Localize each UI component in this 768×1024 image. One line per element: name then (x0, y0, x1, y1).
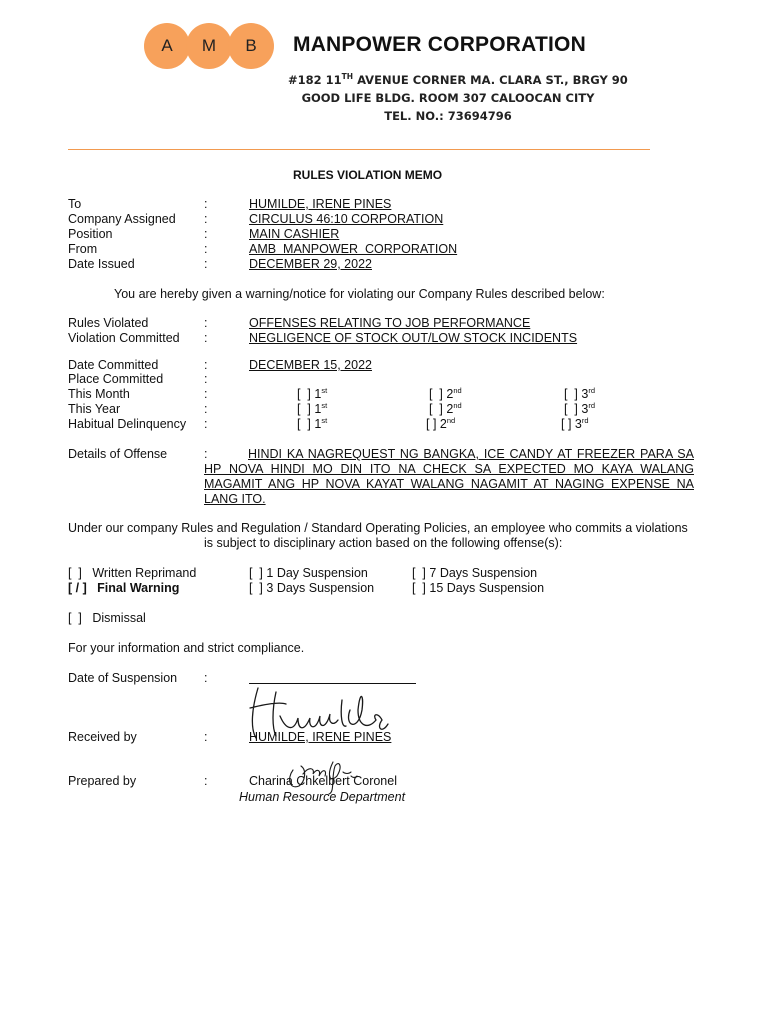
colon: : (204, 417, 208, 431)
colon: : (204, 671, 208, 685)
ord-suffix: nd (446, 416, 456, 425)
checkbox: [ ] (249, 581, 263, 595)
ord-suffix: rd (588, 401, 596, 410)
colon: : (204, 331, 208, 345)
month-3rd-option (564, 387, 595, 402)
details-value: HINDI KA NAGREQUEST NG BANGKA, ICE CANDY AT FREEZER PARA SA HP NOVA HINDI MO DIN ITO NA CHECK SA EXPECTED MO KAYA WALANG MAGAMIT ANG HP NOVA KAYAT WALANG NAGAMIT AT NAGING EXPENSE NA LANG ITO. (204, 447, 694, 506)
checkbox: [ ] (68, 611, 82, 625)
place-committed-label: Place Committed (68, 372, 164, 386)
company-name: MANPOWER CORPORATION (293, 33, 586, 56)
colon: : (204, 372, 208, 386)
ord-number: 3 (581, 387, 589, 401)
ord-number: 2 (439, 417, 447, 431)
logo-circle-a (144, 23, 190, 69)
option-label: 3 Days Suspension (266, 581, 375, 595)
colon: : (204, 402, 208, 416)
disciplinary-line-1: Under our company Rules and Regulation / Standard Operating Policies, an employee who commits a violations (68, 521, 688, 535)
habitual-1st-option (297, 417, 327, 432)
ord-suffix: nd (453, 401, 462, 410)
fifteen-days-option (412, 581, 544, 596)
this-month-label: This Month (68, 387, 130, 401)
one-day-option (249, 566, 368, 581)
address-line-3: TEL. NO.: 73694796 (384, 109, 512, 123)
company-label: Company Assigned (68, 212, 176, 226)
ord-number: 1 (314, 417, 322, 431)
three-days-option (249, 581, 374, 596)
violation-committed-label: Violation Committed (68, 331, 180, 345)
position-label: Position (68, 227, 113, 241)
logo-letter-a: A (161, 36, 173, 55)
colon: : (204, 447, 208, 461)
received-by-value: HUMILDE, IRENE PINES (249, 730, 392, 744)
ord-suffix: nd (453, 386, 462, 395)
address-rest: AVENUE CORNER MA. CLARA ST., BRGY 90 (353, 73, 628, 87)
prepared-by-label: Prepared by (68, 774, 137, 788)
date-committed-value: DECEMBER 15, 2022 (249, 358, 372, 372)
checkbox: [ ] (297, 402, 311, 416)
date-committed-label: Date Committed (68, 358, 159, 372)
header-divider (68, 149, 650, 150)
checkbox: [ ] (429, 387, 443, 401)
colon: : (204, 257, 208, 271)
memo-title: RULES VIOLATION MEMO (293, 168, 443, 182)
written-reprimand-option (68, 566, 196, 581)
colon: : (204, 730, 208, 744)
option-label: Dismissal (92, 611, 146, 625)
company-value: CIRCULUS 46:10 CORPORATION (249, 212, 444, 226)
address-line-2: GOOD LIFE BLDG. ROOM 307 CALOOCAN CITY (301, 91, 595, 105)
to-value: HUMILDE, IRENE PINES (249, 197, 392, 211)
ord-number: 1 (314, 387, 322, 401)
logo-letter-m: M (201, 36, 217, 55)
colon: : (204, 387, 208, 401)
logo-circle-m (186, 23, 232, 69)
from-value: AMB MANPOWER CORPORATION (249, 242, 458, 256)
option-label: Written Reprimand (92, 566, 197, 580)
option-label: 7 Days Suspension (429, 566, 538, 580)
suspension-date-label: Date of Suspension (68, 671, 178, 685)
habitual-label: Habitual Delinquency (68, 417, 187, 431)
department-label: Human Resource Department (239, 790, 406, 804)
checkbox: [ ] (297, 387, 311, 401)
month-1st-option (297, 387, 327, 402)
rules-violated-label: Rules Violated (68, 316, 149, 330)
disciplinary-line-2: is subject to disciplinary action based on the following offense(s): (204, 536, 563, 550)
logo-circle-b (228, 23, 274, 69)
option-label: 15 Days Suspension (429, 581, 545, 595)
final-warning-option (68, 581, 179, 596)
colon: : (204, 197, 208, 211)
checkbox: [ ] (564, 402, 578, 416)
colon: : (204, 227, 208, 241)
ord-number: 3 (581, 402, 589, 416)
ord-number: 1 (314, 402, 322, 416)
ord-number: 3 (574, 417, 582, 431)
dismissal-option (68, 611, 146, 626)
year-3rd-option (564, 402, 595, 417)
rules-violated-value: OFFENSES RELATING TO JOB PERFORMANCE (249, 316, 531, 330)
year-1st-option (297, 402, 327, 417)
ord-number: 2 (446, 387, 454, 401)
colon: : (204, 212, 208, 226)
checkbox: [ ] (426, 417, 437, 431)
checkbox: [ ] (429, 402, 443, 416)
colon: : (204, 316, 208, 330)
from-label: From (68, 242, 98, 256)
date-issued-label: Date Issued (68, 257, 135, 271)
option-label: 1 Day Suspension (266, 566, 368, 580)
address-number: #182 11 (288, 73, 342, 87)
logo-letter-b: B (245, 36, 257, 55)
colon: : (204, 358, 208, 372)
option-label: Final Warning (97, 581, 180, 595)
habitual-3rd-option (561, 417, 589, 432)
received-by-label: Received by (68, 730, 137, 744)
details-label: Details of Offense (68, 447, 168, 461)
ord-suffix: rd (581, 416, 589, 425)
ord-suffix: st (321, 416, 328, 425)
year-2nd-option (429, 402, 462, 417)
habitual-2nd-option (426, 417, 455, 432)
ord-number: 2 (446, 402, 454, 416)
colon: : (204, 774, 208, 788)
checkbox: [ ] (297, 417, 311, 431)
intro-text: You are hereby given a warning/notice for violating our Company Rules described below: (114, 287, 605, 301)
checkbox-checked: [ / ] (68, 581, 87, 595)
checkbox: [ ] (249, 566, 263, 580)
checkbox: [ ] (68, 566, 82, 580)
date-issued-value: DECEMBER 29, 2022 (249, 257, 372, 271)
this-year-label: This Year (68, 402, 121, 416)
month-2nd-option (429, 387, 462, 402)
position-value: MAIN CASHIER (249, 227, 340, 241)
checkbox: [ ] (412, 566, 426, 580)
checkbox: [ ] (561, 417, 572, 431)
address-sup: TH (341, 72, 354, 81)
address-line-1 (288, 72, 628, 87)
compliance-text: For your information and strict compliance. (68, 641, 305, 655)
checkbox: [ ] (412, 581, 426, 595)
prepared-by-value: Charina Chkelbert Coronel (249, 774, 397, 788)
ord-suffix: st (321, 386, 328, 395)
to-label: To (68, 197, 82, 211)
seven-days-option (412, 566, 537, 581)
violation-committed-value: NEGLIGENCE OF STOCK OUT/LOW STOCK INCIDENTS (249, 331, 578, 345)
checkbox: [ ] (564, 387, 578, 401)
ord-suffix: st (321, 401, 328, 410)
colon: : (204, 242, 208, 256)
ord-suffix: rd (588, 386, 596, 395)
